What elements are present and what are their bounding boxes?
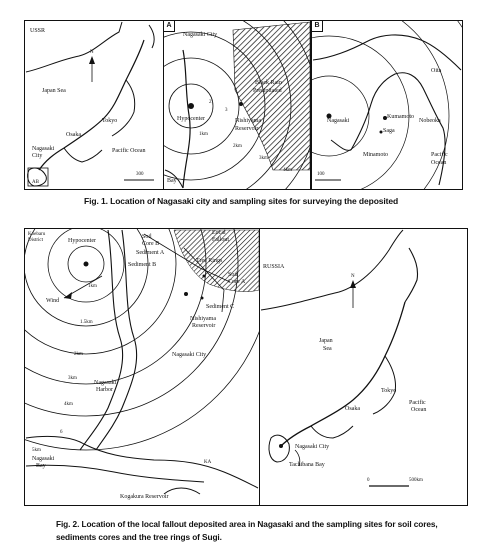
label-tokyo: Tokyo (102, 118, 118, 124)
label-nagasaki-city: Nagasaki City (32, 146, 55, 159)
ring-label-3km: 3km (259, 156, 268, 161)
north-arrow-label: N (90, 50, 94, 55)
ring-label-1km: 1km (88, 284, 97, 289)
label-nagasaki-city: Nagasaki City (295, 444, 330, 450)
figure2-caption-text: Location of the local fallout deposited area in Nagasaki and the sampling sites for soil cores, sediments cores and the tree rings of Sugi. (56, 519, 438, 542)
label-hypocenter: Hypocenter (68, 238, 96, 244)
label-kumamoto: Kumamoto (387, 114, 414, 120)
label-black-rain: Black Rain (255, 80, 282, 86)
label-nagasaki-harbor: Nagasaki (94, 380, 117, 386)
label-precipitated: Precipitated (253, 88, 282, 94)
label-sediment-c: Sediment C (206, 304, 235, 310)
label-soil-core-b: Soil (142, 234, 152, 240)
label-ocean: Ocean (411, 407, 427, 413)
ring-label-4km: 4km (64, 402, 73, 407)
panel-b-tag: B (311, 20, 323, 32)
label-japan-sea: Japan Sea (42, 88, 66, 94)
label-koebaru: Koebaru (28, 232, 46, 237)
label-reservoir: Reservoir (235, 126, 259, 132)
figure1-caption: Fig. 1. Location of Nagasaki city and sampling sites for surveying the deposited (84, 196, 399, 206)
ring-label-1-5km: 1.5km (80, 320, 93, 325)
ring-label-3km: 3km (68, 376, 77, 381)
ring-label-2km: 2km (233, 144, 242, 149)
fig2-japan-panel (259, 228, 468, 506)
label-nobeoka: Nobeoka (419, 118, 441, 124)
north-arrow-label: N (351, 274, 355, 279)
ring-label-5km: 5km (32, 448, 41, 453)
label-pacific-ocean: Pacific Ocean (112, 148, 146, 154)
figure2-caption-label: Fig. 2. (56, 519, 80, 529)
label-ocean: Ocean (431, 160, 447, 166)
label-nishiyama: Nishiyama (235, 118, 261, 124)
label-tokyo: Tokyo (381, 388, 397, 394)
label-soil-core-b-2: Core B (142, 241, 160, 247)
label-harbor: Harbor (96, 387, 113, 393)
label-wind: Wind (46, 298, 60, 304)
label-nagasaki-city: Nagasaki City (172, 352, 207, 358)
label-nagasaki: Nagasaki (327, 118, 350, 124)
label-fallout: Fallout (212, 237, 230, 243)
label-hypocenter: Hypocenter (177, 116, 205, 122)
ring-label-4km: 4km (283, 168, 292, 173)
label-sea: Sea (323, 346, 332, 352)
label-minamoto: Minamoto (363, 152, 388, 158)
scale-label: 300 (136, 172, 144, 177)
label-soil-core-a-2: Core A (228, 279, 246, 285)
label-district: District (28, 238, 43, 243)
ring-label-s2: 3 (225, 108, 228, 113)
label-pacific: Pacific (431, 152, 448, 158)
figure2-caption (56, 518, 476, 544)
fig1-panel-a (163, 20, 311, 190)
label-bay: Bay (167, 178, 177, 184)
label-tachibana-bay: Tachibana Bay (289, 462, 325, 468)
label-tree-rings: Tree Rings (196, 258, 223, 264)
label-kogakura-reservoir: Kogakura Reservoir (120, 494, 169, 500)
label-osaka: Osaka (66, 132, 81, 138)
fig2-local-map (24, 228, 260, 506)
ring-label-1km: 1km (199, 132, 208, 137)
ring-label-2km: 2km (74, 352, 83, 357)
label-nishiyama: Nishiyama (190, 316, 216, 322)
fig2-local-panel (24, 228, 260, 506)
label-soil-core-a: Soil (228, 272, 238, 278)
label-osaka: Osaka (345, 406, 360, 412)
label-oita: Oita (431, 68, 442, 74)
label-pacific: Pacific (409, 400, 426, 406)
fig1-map-panel (24, 20, 164, 190)
label-reservoir: Reservoir (192, 323, 216, 329)
label-sediment-a: Sediment A (136, 250, 165, 256)
label-nagasaki-city: Nagasaki City (183, 32, 218, 38)
fig1-japan-map (24, 20, 164, 190)
label-sediment-b: Sediment B (128, 262, 157, 268)
scale-label: 100 (317, 172, 325, 177)
fig1-panel-a-map (163, 20, 311, 190)
label-nagasaki-bay: Nagasaki (32, 456, 55, 462)
fig1-panel-b (311, 20, 463, 190)
inset-label: AB (32, 180, 39, 185)
panel-a-tag: A (163, 20, 175, 32)
label-saga: Saga (383, 128, 395, 134)
ring-label-s1: 2 (209, 100, 212, 105)
scale-end-label: 500km (409, 478, 423, 483)
label-local: Local (212, 230, 226, 236)
label-japan: Japan (319, 338, 333, 344)
label-ka: KA (204, 460, 212, 465)
label-ussr: USSR (30, 28, 46, 34)
label-bay: Bay (36, 463, 46, 469)
scale-start-label: 0 (367, 478, 370, 483)
label-russia: RUSSIA (263, 264, 285, 270)
ring-label-6: 6 (60, 430, 63, 435)
